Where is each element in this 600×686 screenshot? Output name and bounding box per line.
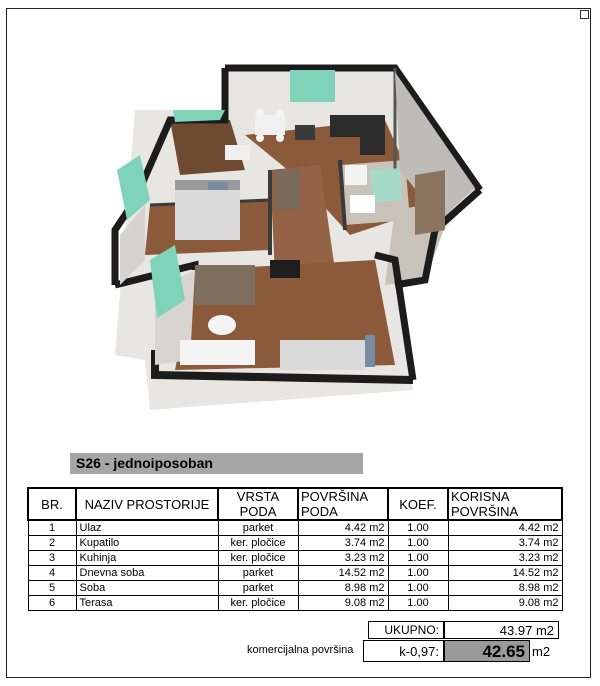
apartment-title: S26 - jednoiposoban: [70, 453, 363, 474]
cell-br: 3: [28, 551, 76, 566]
cell-naziv: Terasa: [76, 596, 218, 611]
cell-koef: 1.00: [388, 551, 448, 566]
cell-naziv: Dnevna soba: [76, 566, 218, 581]
header-br: BR.: [28, 488, 76, 520]
cell-korisna: 9.08 m2: [448, 596, 562, 611]
cell-koef: 1.00: [388, 581, 448, 596]
cell-br: 2: [28, 536, 76, 551]
cell-vrsta: parket: [218, 566, 298, 581]
window-living: [290, 70, 335, 102]
cell-korisna: 4.42 m2: [448, 520, 562, 536]
rooms-table: [27, 487, 563, 611]
table-row: [28, 536, 562, 551]
header-vrsta: VRSTA PODA: [218, 488, 298, 520]
header-korisna: KORISNA POVRŠINA: [448, 488, 562, 520]
cell-povrsina: 14.52 m2: [298, 566, 388, 581]
bed-2: [280, 340, 365, 370]
cell-korisna: 14.52 m2: [448, 566, 562, 581]
cell-naziv: Soba: [76, 581, 218, 596]
header-naziv: NAZIV PROSTORIJE: [76, 488, 218, 520]
cell-korisna: 8.98 m2: [448, 581, 562, 596]
header-koef: KOEF.: [388, 488, 448, 520]
cell-naziv: Kupatilo: [76, 536, 218, 551]
cell-vrsta: parket: [218, 520, 298, 536]
cell-br: 4: [28, 566, 76, 581]
cell-povrsina: 3.23 m2: [298, 551, 388, 566]
corner-mark: [580, 10, 589, 19]
commercial-area-unit: m2: [532, 644, 551, 659]
cell-povrsina: 8.98 m2: [298, 581, 388, 596]
coefficient-label: k-0,97:: [363, 640, 444, 662]
table-header-row: [28, 488, 562, 520]
cell-vrsta: ker. pločice: [218, 551, 298, 566]
cell-naziv: Kuhinja: [76, 551, 218, 566]
cell-vrsta: ker. pločice: [218, 536, 298, 551]
cell-koef: 1.00: [388, 536, 448, 551]
table-row: [28, 596, 562, 611]
cell-koef: 1.00: [388, 596, 448, 611]
cell-koef: 1.00: [388, 566, 448, 581]
cell-vrsta: ker. pločice: [218, 596, 298, 611]
cell-korisna: 3.74 m2: [448, 536, 562, 551]
cell-povrsina: 3.74 m2: [298, 536, 388, 551]
table-row: [28, 581, 562, 596]
cell-br: 1: [28, 520, 76, 536]
table-row: [28, 551, 562, 566]
cell-naziv: Ulaz: [76, 520, 218, 536]
table-row: [28, 566, 562, 581]
floor-plan-illustration: [95, 60, 495, 420]
cell-br: 6: [28, 596, 76, 611]
header-povrsina: POVRŠINA PODA: [298, 488, 388, 520]
total-value: 43.97 m2: [444, 621, 559, 639]
commercial-area-label: komercijalna površina: [247, 644, 354, 656]
commercial-area-value: 42.65: [444, 640, 530, 662]
cell-povrsina: 9.08 m2: [298, 596, 388, 611]
cell-korisna: 3.23 m2: [448, 551, 562, 566]
cell-br: 5: [28, 581, 76, 596]
table-row: [28, 520, 562, 536]
cell-vrsta: parket: [218, 581, 298, 596]
cell-koef: 1.00: [388, 520, 448, 536]
total-label: UKUPNO:: [368, 621, 444, 639]
cell-povrsina: 4.42 m2: [298, 520, 388, 536]
